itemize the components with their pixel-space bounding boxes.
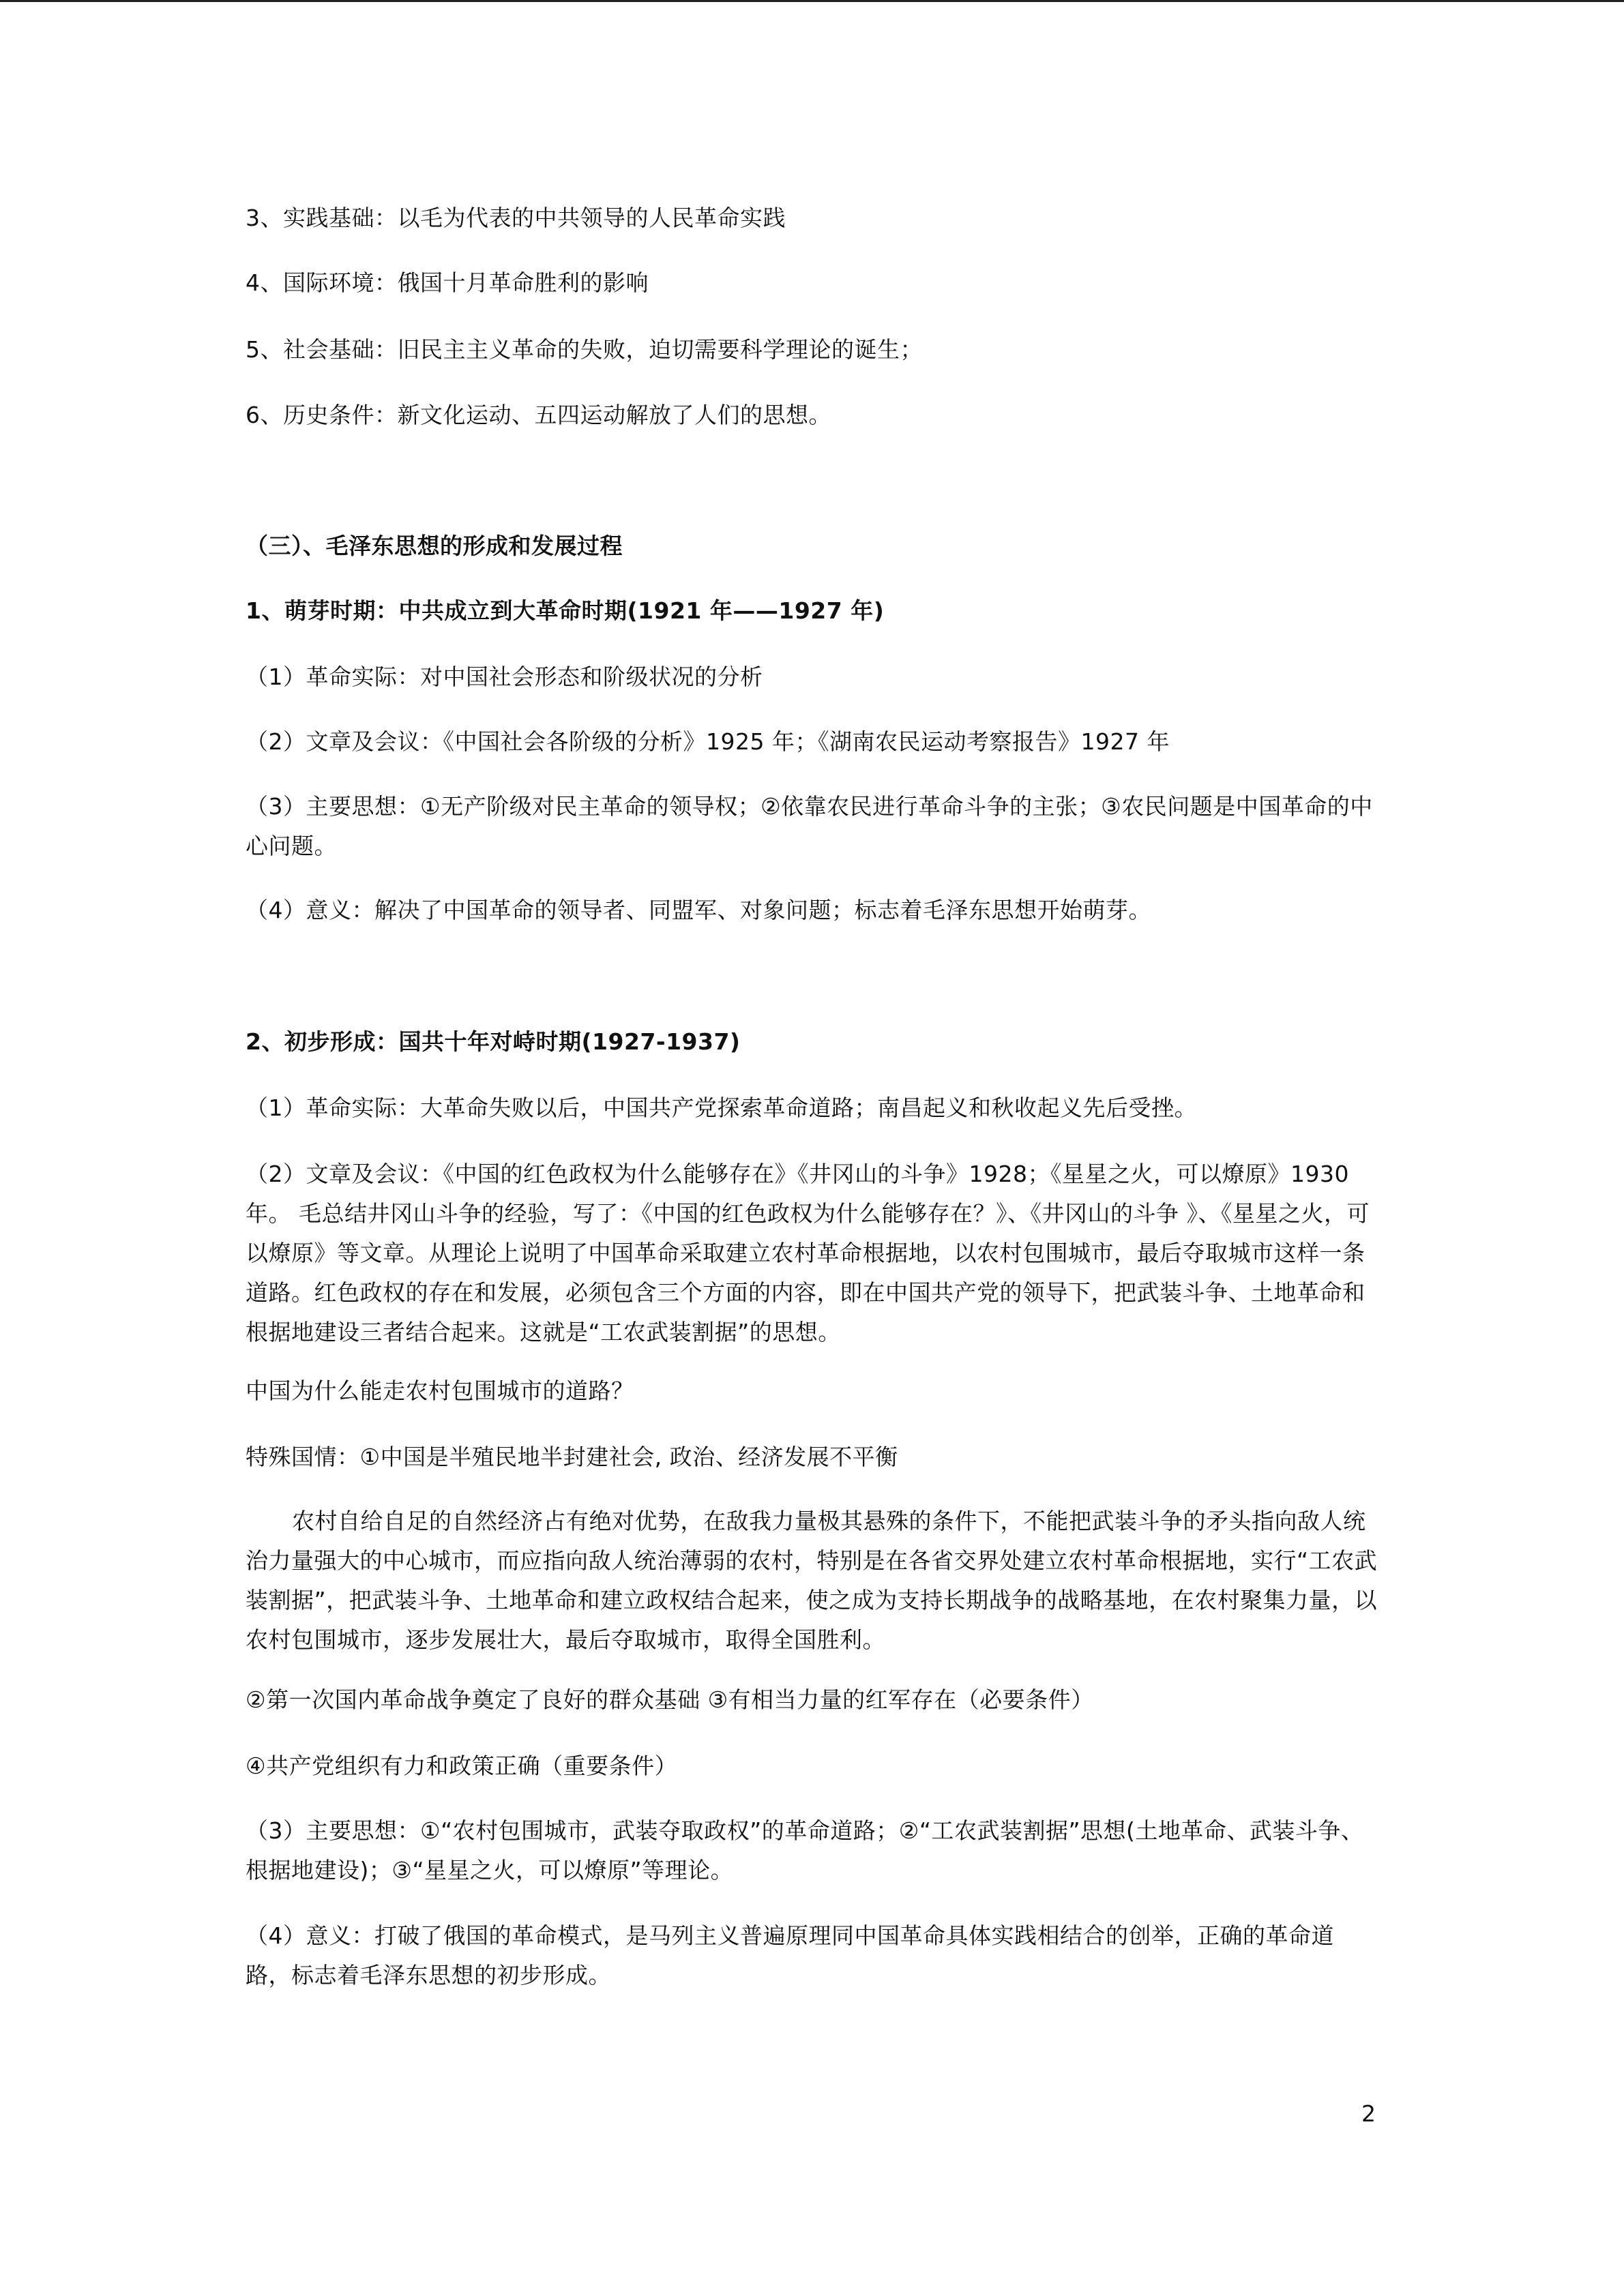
paragraph-international-environment: 4、国际环境：俄国十月革命胜利的影响	[246, 269, 649, 296]
question-rural-encircle: 中国为什么能走农村包围城市的道路？	[246, 1377, 634, 1404]
subheading-stage-2: 2、初步形成：国共十年对峙时期(1927-1937)	[246, 1028, 741, 1055]
stage2-main-ideas: （3）主要思想：①“农村包围城市，武装夺取政权”的革命道路；②“工农武装割据”思想(土地革命、武装斗争、根据地建设)；③“星星之火，可以燎原”等理论。	[246, 1817, 1364, 1883]
rural-economy-paragraph: 农村自给自足的自然经济占有绝对优势，在敌我力量极其悬殊的条件下，不能把武装斗争的矛头指向敌人统治力量强大的中心城市，而应指向敌人统治薄弱的农村，特别是在各省交界处建立农村革命根据地，实行“工农武装割据”，把武装斗争、土地革命和建立政权结合起来，使之成为支持长期战争的战略基地，在农村聚集力量，以农村包围城市，逐步发展壮大，最后夺取城市，取得全国胜利。	[246, 1508, 1378, 1653]
section-heading-formation: （三）、毛泽东思想的形成和发展过程	[246, 533, 623, 559]
stage1-articles: （2）文章及会议：《中国社会各阶级的分析》1925 年；《湖南农民运动考察报告》1927 年	[246, 728, 1170, 755]
paragraph-historical-conditions: 6、历史条件：新文化运动、五四运动解放了人们的思想。	[246, 402, 831, 428]
subheading-stage-1: 1、萌芽时期：中共成立到大革命时期(1921 年——1927 年)	[246, 597, 885, 624]
paragraph-practice-basis: 3、实践基础：以毛为代表的中共领导的人民革命实践	[246, 205, 786, 231]
stage1-revolution-reality: （1）革命实际：对中国社会形态和阶级状况的分析	[246, 664, 763, 690]
page-number: 2	[1361, 2100, 1376, 2127]
condition-4: ④共产党组织有力和政策正确（重要条件）	[246, 1753, 678, 1779]
stage1-significance: （4）意义：解决了中国革命的领导者、同盟军、对象问题；标志着毛泽东思想开始萌芽。	[246, 897, 1151, 923]
stage1-main-ideas: （3）主要思想：①无产阶级对民主革命的领导权；②依靠农民进行革命斗争的主张；③农民问题是中国革命的中心问题。	[246, 793, 1373, 859]
stage2-articles: （2）文章及会议：《中国的红色政权为什么能够存在》《井冈山的斗争》1928；《星星之火，可以燎原》1930 年。 毛总结井冈山斗争的经验，写了：《中国的红色政权为什么能够存在？》、《井冈山的斗争 》、《星星之火，可以燎原》等文章。从理论上说明了中国革命采取建立农村革命根据地，以农村包围城市，最后夺取城市这样一条道路。红色政权的存在和发展，必须包含三个方面的内容，即在中国共产党的领导下，把武装斗争、土地革命和根据地建设三者结合起来。这就是“工农武装割据”的思想。	[246, 1161, 1370, 1345]
page-top-border	[0, 0, 1624, 2]
special-national-conditions: 特殊国情：①中国是半殖民地半封建社会, 政治、经济发展不平衡	[246, 1444, 898, 1470]
stage2-significance: （4）意义：打破了俄国的革命模式，是马列主义普遍原理同中国革命具体实践相结合的创举，正确的革命道路，标志着毛泽东思想的初步形成。	[246, 1922, 1334, 1988]
paragraph-social-basis: 5、社会基础：旧民主主义革命的失败，迫切需要科学理论的诞生；	[246, 336, 923, 363]
stage2-revolution-reality: （1）革命实际：大革命失败以后，中国共产党探索革命道路；南昌起义和秋收起义先后受挫。	[246, 1094, 1197, 1121]
condition-2-3: ②第一次国内革命战争奠定了良好的群众基础 ③有相当力量的红军存在（必要条件）	[246, 1686, 1094, 1713]
